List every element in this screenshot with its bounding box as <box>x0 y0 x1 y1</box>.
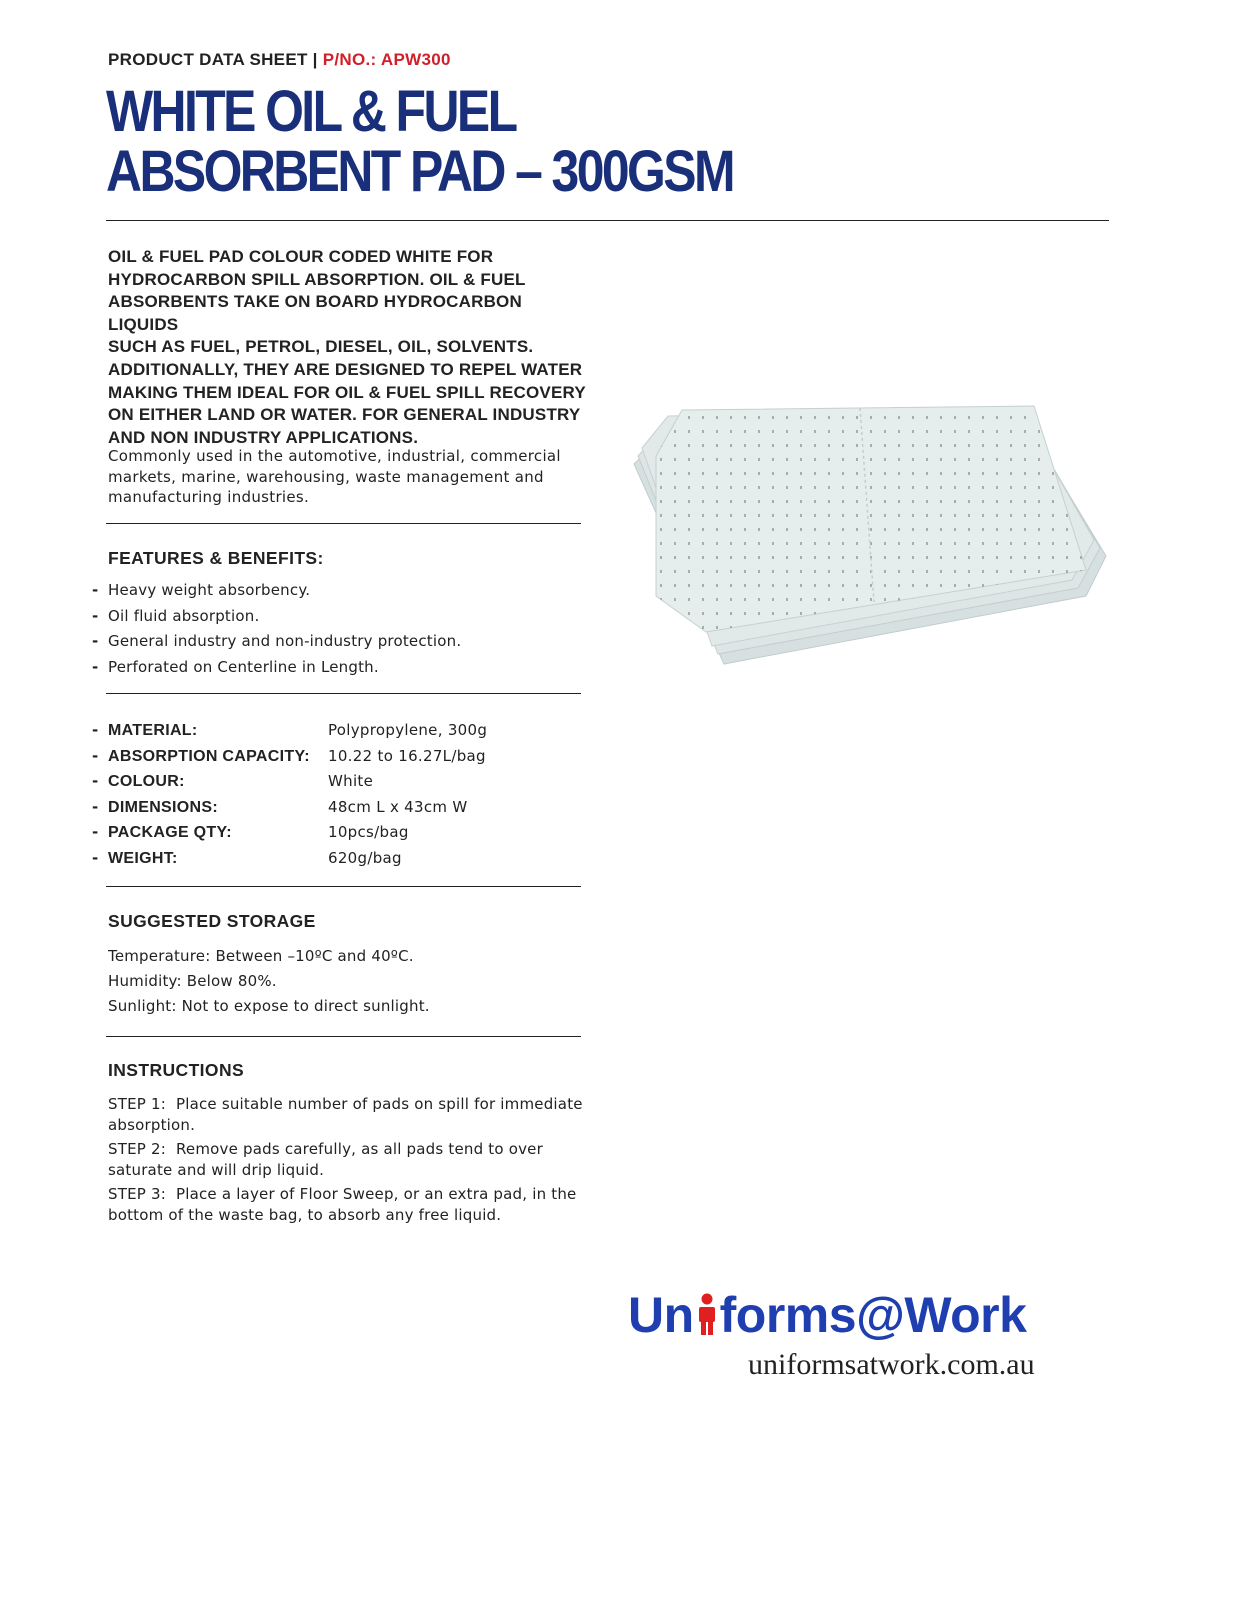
spec-label: PACKAGE QTY: <box>108 824 232 841</box>
storage-line: Temperature: Between –10ºC and 40ºC. <box>108 947 414 965</box>
instructions-list <box>108 1094 588 1229</box>
section-divider <box>106 523 581 524</box>
brand-text-start: Un <box>628 1287 694 1343</box>
common-use-line: manufacturing industries. <box>108 488 310 506</box>
intro-line: ADDITIONALLY, THEY ARE DESIGNED TO REPEL WATER <box>108 359 583 379</box>
instruction-step: STEP 3: Place a layer of Floor Sweep, or an extra pad, in the bottom of the waste bag, to absorb any free liquid. <box>108 1185 577 1224</box>
spec-value: 10.22 to 16.27L/bag <box>328 746 486 765</box>
spec-value: White <box>328 772 374 790</box>
spec-label: WEIGHT: <box>108 849 178 867</box>
product-image <box>626 396 1116 680</box>
instruction-step: STEP 1: Place suitable number of pads on spill for immediate absorption. <box>108 1095 583 1134</box>
spec-value: 10pcs/bag <box>328 823 409 841</box>
common-use-line: Commonly used in the automotive, industrial, commercial <box>108 447 561 465</box>
section-divider <box>106 693 581 694</box>
features-heading: FEATURES & BENEFITS: <box>108 548 324 568</box>
common-use-line: markets, marine, warehousing, waste management and <box>108 467 544 486</box>
intro-line: SUCH AS FUEL, PETROL, DIESEL, OIL, SOLVENTS. <box>108 337 534 357</box>
title-line-1: WHITE OIL & FUEL <box>106 79 516 144</box>
intro-line: OIL & FUEL PAD COLOUR CODED WHITE FOR <box>108 247 494 266</box>
doc-type-label: PRODUCT DATA SHEET <box>108 50 308 69</box>
header-separator: | <box>312 50 318 69</box>
spec-value: 620g/bag <box>328 848 402 867</box>
spec-row: - MATERIAL: Polypropylene, 300g <box>92 718 487 744</box>
brand-text-end: forms@Work <box>719 1287 1027 1343</box>
intro-line: AND NON INDUSTRY APPLICATIONS. <box>108 427 419 447</box>
spec-label: DIMENSIONS: <box>108 798 218 816</box>
intro-line: ABSORBENTS TAKE ON BOARD HYDROCARBON LIQUIDS <box>108 292 522 334</box>
spec-row: - ABSORPTION CAPACITY: 10.22 to 16.27L/bag <box>92 744 487 770</box>
storage-line: Sunlight: Not to expose to direct sunlight. <box>108 997 430 1015</box>
storage-line: Humidity: Below 80%. <box>108 972 277 990</box>
part-number: P/NO.: APW300 <box>322 50 451 69</box>
spec-label: ABSORPTION CAPACITY: <box>108 747 310 765</box>
intro-line: ON EITHER LAND OR WATER. FOR GENERAL INDUSTRY <box>108 405 581 425</box>
spec-value: Polypropylene, 300g <box>328 721 488 739</box>
common-use-paragraph <box>108 446 578 508</box>
instruction-step: STEP 2: Remove pads carefully, as all pads tend to over saturate and will drip liquid. <box>108 1140 543 1179</box>
section-divider <box>106 886 581 887</box>
person-icon <box>694 1292 720 1336</box>
spec-value: 48cm L x 43cm W <box>328 797 468 816</box>
spec-label: MATERIAL: <box>108 722 198 739</box>
spec-label: COLOUR: <box>108 773 185 790</box>
list-item: - Oil fluid absorption. <box>92 606 260 625</box>
website-url[interactable]: uniformsatwork.com.au <box>748 1348 1035 1381</box>
intro-line: MAKING THEM IDEAL FOR OIL & FUEL SPILL RECOVERY <box>108 382 586 402</box>
intro-paragraph <box>108 246 588 449</box>
title-line-2: ABSORBENT PAD – 300GSM <box>106 139 733 204</box>
spec-table <box>92 718 487 871</box>
list-item: - Perforated on Centerline in Length. <box>92 658 379 677</box>
features-list <box>92 578 461 681</box>
page-title <box>106 79 733 204</box>
spec-row: - COLOUR: White <box>92 769 487 795</box>
section-divider <box>106 1036 581 1037</box>
list-item: - Heavy weight absorbency. <box>92 581 311 599</box>
spec-row: - WEIGHT: 620g/bag <box>92 846 487 872</box>
spec-row: - DIMENSIONS: 48cm L x 43cm W <box>92 795 487 821</box>
list-item: - General industry and non-industry protection. <box>92 632 462 651</box>
intro-line: HYDROCARBON SPILL ABSORPTION. OIL & FUEL <box>108 269 526 289</box>
document-header <box>108 50 451 70</box>
storage-text <box>108 944 430 1019</box>
storage-heading: SUGGESTED STORAGE <box>108 911 316 931</box>
spec-row: - PACKAGE QTY: 10pcs/bag <box>92 820 487 846</box>
title-divider <box>106 220 1109 221</box>
instructions-heading: INSTRUCTIONS <box>108 1060 245 1080</box>
absorbent-pads-illustration <box>626 396 1116 676</box>
brand-logo <box>628 1286 1026 1344</box>
